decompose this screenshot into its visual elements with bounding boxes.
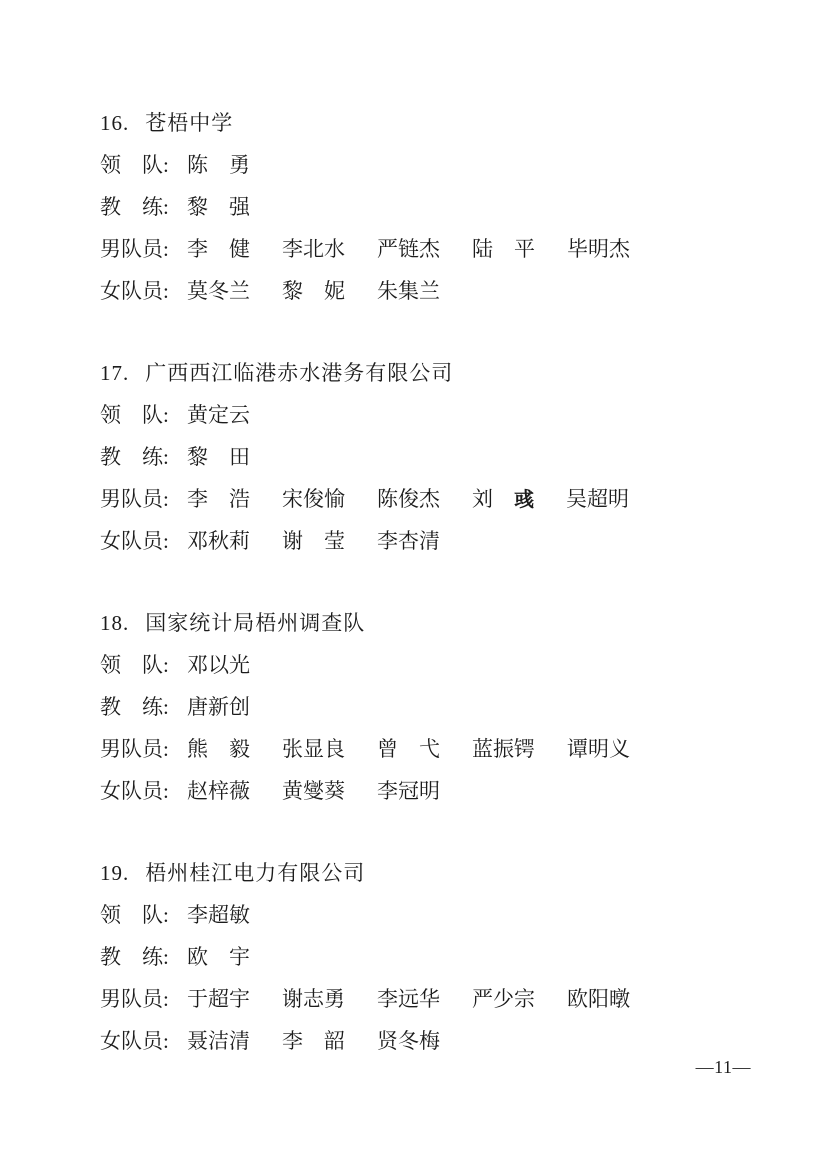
player-name: 毕明杰 [567,237,630,261]
player-name: 李 健 [187,237,250,261]
player-name: 谢志勇 [282,987,345,1011]
leader-name: 黄定云 [187,403,250,427]
leader-line [100,894,766,936]
coach-label: 教 练: [100,695,169,719]
coach-line [100,436,766,478]
team-number: 17. [100,361,130,385]
team-name: 苍梧中学 [145,111,234,135]
female-players-label: 女队员: [100,279,169,303]
male-players-label: 男队员: [100,487,169,511]
player-name: 邓秋莉 [187,529,250,553]
player-name: 熊 毅 [187,737,250,761]
female-players-label: 女队员: [100,529,169,553]
male-players-list [187,228,630,270]
male-players-label: 男队员: [100,737,169,761]
male-players-label: 男队员: [100,237,169,261]
leader-name-group [187,394,250,436]
player-name: 陈俊杰 [377,487,440,511]
player-name: 朱集兰 [377,279,440,303]
male-players-list [187,978,630,1020]
player-name: 严链杰 [377,237,440,261]
player-name: 李 韶 [282,1029,345,1053]
roster-content [100,102,766,1102]
player-name: 张显良 [282,737,345,761]
team-name: 广西西江临港赤水港务有限公司 [145,361,454,385]
coach-label: 教 练: [100,195,169,219]
coach-name-group [187,686,250,728]
leader-line [100,644,766,686]
coach-name: 黎 强 [187,195,250,219]
female-players-line [100,1020,766,1062]
coach-line [100,186,766,228]
coach-name: 黎 田 [187,445,250,469]
player-name: 黎 妮 [282,279,345,303]
team-number: 16. [100,111,130,135]
team-number: 19. [100,861,130,885]
coach-name-group [187,186,250,228]
coach-line [100,936,766,978]
coach-name-group [187,936,250,978]
leader-name-group [187,144,250,186]
leader-label: 领 队: [100,653,169,677]
player-name: 刘 彧 [472,487,534,511]
player-name: 于超宇 [187,987,250,1011]
male-players-list [187,478,629,520]
leader-name: 陈 勇 [187,153,250,177]
player-name: 李远华 [377,987,440,1011]
female-players-list [187,770,440,812]
male-players-line [100,478,766,520]
coach-name: 唐新创 [187,695,250,719]
female-players-list [187,1020,440,1062]
team-title [100,602,766,644]
team-title [100,852,766,894]
leader-line [100,144,766,186]
team-title [100,102,766,144]
player-name: 蓝振锷 [472,737,535,761]
male-players-label: 男队员: [100,987,169,1011]
player-name: 李杏清 [377,529,440,553]
male-players-list [187,728,630,770]
player-name: 李北水 [282,237,345,261]
player-name: 曾 弋 [377,737,440,761]
coach-label: 教 练: [100,445,169,469]
coach-label: 教 练: [100,945,169,969]
leader-label: 领 队: [100,403,169,427]
leader-name-group [187,644,250,686]
leader-line [100,394,766,436]
coach-line [100,686,766,728]
female-players-label: 女队员: [100,1029,169,1053]
player-name: 聂洁清 [187,1029,250,1053]
team-block-16 [100,102,766,312]
player-name: 赵梓薇 [187,779,250,803]
team-number: 18. [100,611,130,635]
team-title [100,352,766,394]
player-name: 宋俊愉 [282,487,345,511]
leader-label: 领 队: [100,153,169,177]
team-name: 梧州桂江电力有限公司 [145,861,366,885]
team-block-19 [100,852,766,1062]
leader-name-group [187,894,250,936]
player-name: 欧阳暾 [567,987,630,1011]
leader-name: 李超敏 [187,903,250,927]
player-name: 莫冬兰 [187,279,250,303]
player-name: 黄燮葵 [282,779,345,803]
coach-name-group [187,436,250,478]
leader-name: 邓以光 [187,653,250,677]
coach-name: 欧 宇 [187,945,250,969]
player-name: 严少宗 [472,987,535,1011]
male-players-line [100,978,766,1020]
player-name: 谢 莹 [282,529,345,553]
male-players-line [100,228,766,270]
player-name: 吴超明 [566,487,629,511]
team-name: 国家统计局梧州调查队 [145,611,366,635]
team-block-17 [100,352,766,562]
team-block-18 [100,602,766,812]
female-players-line [100,270,766,312]
female-players-label: 女队员: [100,779,169,803]
female-players-line [100,520,766,562]
female-players-line [100,770,766,812]
page-number: —11— [695,1057,751,1077]
player-name: 陆 平 [472,237,535,261]
player-name: 贤冬梅 [377,1029,440,1053]
female-players-list [187,270,440,312]
player-name: 李冠明 [377,779,440,803]
player-name: 李 浩 [187,487,250,511]
male-players-line [100,728,766,770]
leader-label: 领 队: [100,903,169,927]
player-name: 谭明义 [567,737,630,761]
female-players-list [187,520,440,562]
